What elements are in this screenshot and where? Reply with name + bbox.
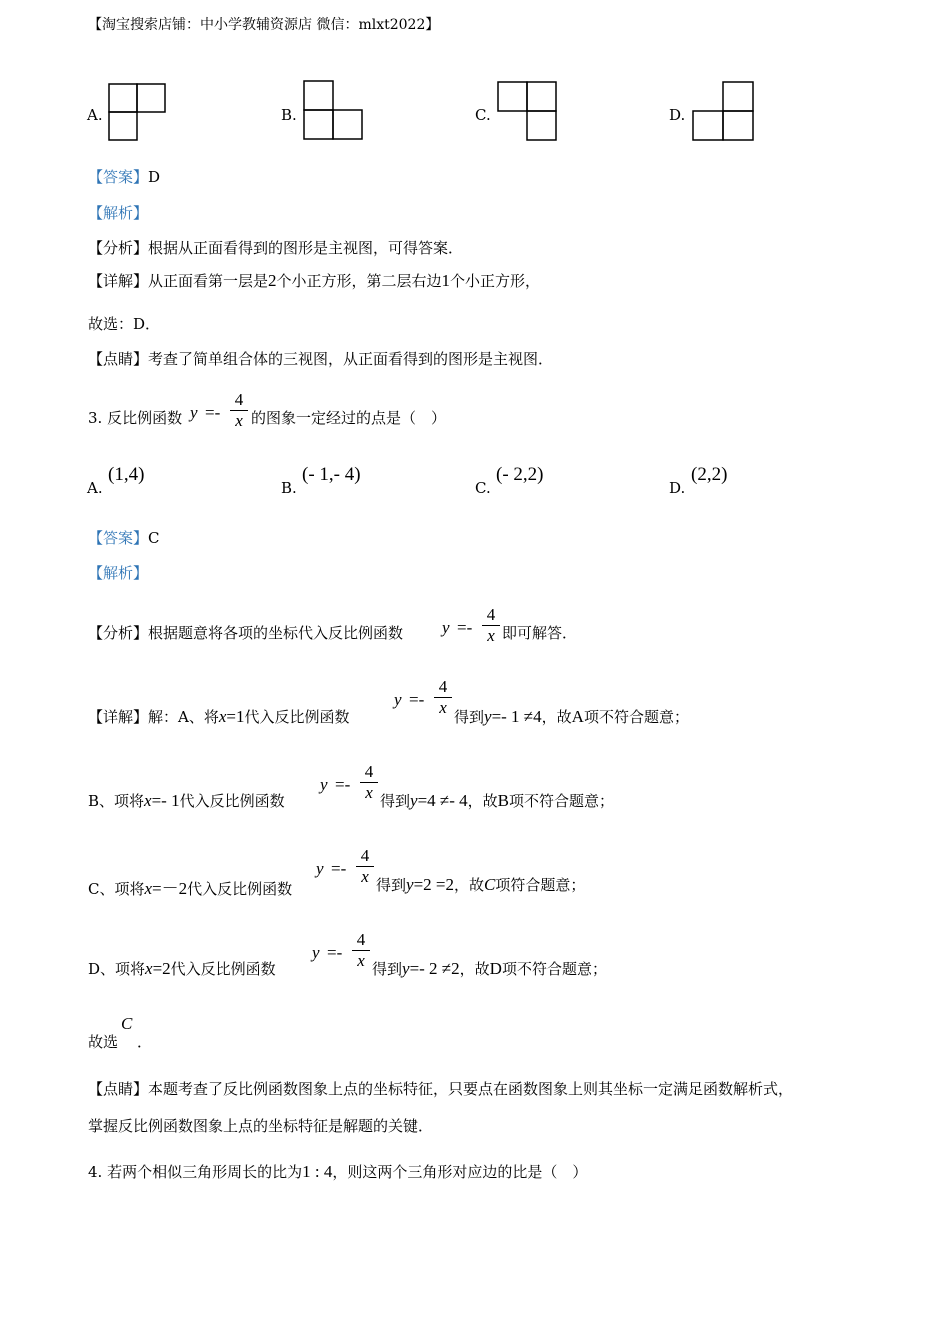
q3-line-c-text-4: ，故 [454,876,485,894]
q2-option-b-label: B. [281,106,297,124]
q3-stem-eq: =- [205,403,221,422]
q3-line-b-result: =4 ≠- 4 [417,791,468,810]
q3-option-a-label: A. [87,479,103,497]
header-watermark: 【淘宝搜索店铺：中小学教辅资源店 微信：mlxt2022】 [88,17,440,33]
q3-line-b-func-eq: =- [335,775,351,794]
q2-option-c-figure [497,81,559,143]
q2-xiangjie-text-2: 个小正方形，第二层右边 [276,272,442,290]
q2-answer-tag: 【答案】 [88,168,149,186]
q3-fenxi-eq: =- [457,618,473,637]
q3-line-a-result: =- 1 ≠4 [491,707,542,726]
q3-stem-suffix: 的图象一定经过的点是（ ） [251,409,447,427]
q3-line-c-text-1: C、项将 [88,880,145,898]
q2-fenxi-text: 根据从正面看得到的图形是主视图，可得答案． [148,239,464,257]
q3-frac-numerator: 4 [234,390,244,409]
q3-line-b-y: y [410,791,418,810]
q2-option-c-label: C. [475,106,491,124]
q3-line-a-text-1: 解：A、将 [148,708,219,726]
q3-line-b-start [88,790,285,811]
q2-option-a-label: A. [87,106,103,124]
q3-fenxi-text-2: 即可解答． [502,624,578,642]
q3-line-a-frac-numerator: 4 [438,677,448,696]
q2-xiangjie-tag: 【详解】 [88,272,149,290]
q3-guxuan-text-1: 故选 [88,1033,119,1051]
q3-line-d-text-1: D、项将 [88,960,146,978]
q3-option-b-value: (- 1,- 4) [302,464,361,485]
q3-line-a-text-4: ，故 [541,708,572,726]
q2-answer-value: D [148,168,161,186]
q3-line-c-value: =－2 [152,879,188,898]
q2-guxuan: 故选：D． [88,315,161,333]
q3-line-a-text-3: 得到 [454,708,485,726]
q3-answer-value: C [148,529,160,547]
q4-stem-text-2: ，则这两个三角形对应边的比是（ ） [332,1163,588,1181]
q3-line-a-x: x [218,707,227,726]
q3-line-a-func-y: y [394,690,402,709]
q3-frac-denominator: x [235,411,243,430]
q2-option-a-figure [108,83,168,143]
q3-line-d-value: =2 [152,959,171,978]
q3-line-c-frac-numerator: 4 [360,846,370,865]
q3-guxuan-text-2: ． [137,1033,153,1051]
q2-xiangjie [88,270,540,291]
q3-answer [88,527,160,548]
q2-option-d-figure [692,81,756,143]
q3-line-c-end [376,874,585,895]
q3-line-d-text-2: 代入反比例函数 [170,960,276,978]
q3-line-c-y: y [406,875,414,894]
q3-line-c-result: =2 =2 [413,875,454,894]
q3-dianjing-text-1: 本题考查了反比例函数图象上点的坐标特征，只要点在函数图象上则其坐标一定满足函数解析式， [148,1080,794,1098]
q3-stem-prefix: 3. 反比例函数 [88,409,183,427]
q3-line-c-x: x [144,879,153,898]
q3-guxuan-option: C [121,1014,133,1033]
q2-dianjing-text: 考查了简单组合体的三视图，从正面看得到的图形是主视图． [148,350,554,368]
q3-dianjing-line-1 [88,1078,793,1099]
q3-line-d-result: =- 2 ≠2 [409,959,460,978]
q3-line-c-func-y: y [316,859,324,878]
q3-stem-fraction [230,390,248,431]
q3-dianjing-tag: 【点睛】 [88,1080,149,1098]
q3-option-a-value: (1,4) [108,464,145,485]
q3-line-c-start [88,874,292,899]
q2-option-b-figure [303,80,365,142]
q2-answer [88,166,160,187]
q3-line-a-y: y [484,707,492,726]
q3-line-c-text-3: 得到 [376,876,407,894]
q2-xiangjie-number-1: 2 [268,271,277,290]
q3-line-d-text-6: 项不符合题意； [501,960,607,978]
q4-ratio: 1 : 4 [302,1162,333,1181]
q3-line-d-frac-denominator: x [357,951,365,970]
q3-line-a-text-2: 代入反比例函数 [244,708,350,726]
q3-line-c-text-2: 代入反比例函数 [187,880,293,898]
q3-answer-tag: 【答案】 [88,529,149,547]
q3-line-d-func-eq: =- [327,943,343,962]
q3-line-b-frac-denominator: x [365,783,373,802]
q3-line-b-x: x [144,791,152,810]
q3-line-c-fraction [356,846,374,887]
q3-fenxi-frac-numerator: 4 [486,605,496,624]
q2-xiangjie-number-2: 1 [441,271,451,290]
q3-fenxi-frac-denominator: x [487,626,495,645]
q3-line-a-func-eq: =- [409,690,425,709]
q3-line-a-start [88,706,350,727]
q3-dianjing-line-2: 掌握反比例函数图象上点的坐标特征是解题的关键． [88,1117,434,1135]
q3-line-d-text-4: ，故 [459,960,490,978]
q2-option-d-label: D. [669,106,686,124]
q2-xiangjie-text-3: 个小正方形， [450,272,541,290]
q4-stem-text-1: 4. 若两个相似三角形周长的比为 [88,1163,303,1181]
q3-line-c-frac-denominator: x [361,867,369,886]
q3-line-d-x: x [145,959,153,978]
q3-line-b-option: B [497,791,510,810]
q2-dianjing [88,348,553,369]
q3-fenxi [88,622,403,643]
q3-line-b-text-2: 代入反比例函数 [179,792,285,810]
q3-line-a-fraction [434,677,452,718]
q3-line-b-text-6: 项不符合题意； [509,792,615,810]
q3-stem-y: y [190,403,198,422]
q3-fenxi-fraction [482,605,500,646]
q2-dianjing-tag: 【点睛】 [88,350,149,368]
q3-option-c-value: (- 2,2) [496,464,544,485]
q3-option-d-label: D. [669,479,686,497]
q3-line-c-option: C [484,875,496,894]
q3-line-a-end [454,706,689,727]
q3-line-b-fraction [360,762,378,803]
q3-line-d-text-3: 得到 [372,960,403,978]
q3-line-b-func-y: y [320,775,328,794]
q3-line-c-text-6: 项符合题意； [495,876,586,894]
q3-line-b-text-3: 得到 [380,792,411,810]
q3-option-d-value: (2,2) [691,464,728,485]
q3-line-b-value: =- 1 [151,791,180,810]
q3-xiangjie-tag: 【详解】 [88,708,149,726]
q3-line-c-func-eq: =- [331,859,347,878]
q3-line-a-frac-denominator: x [439,698,447,717]
q3-option-b-label: B. [281,479,297,497]
q3-line-d-frac-numerator: 4 [356,930,366,949]
q3-line-a-text-6: 项不符合题意； [583,708,689,726]
q3-line-b-text-1: B、项将 [88,792,145,810]
q2-fenxi-tag: 【分析】 [88,239,149,257]
q3-line-b-text-4: ，故 [467,792,498,810]
q3-line-d-start [88,958,276,979]
q3-fenxi-tag: 【分析】 [88,624,149,642]
q3-line-d-option: D [489,959,502,978]
q3-line-b-frac-numerator: 4 [364,762,374,781]
q3-fenxi-text-1: 根据题意将各项的坐标代入反比例函数 [148,624,404,642]
q4-stem [88,1161,587,1182]
q3-analysis-tag: 【解析】 [88,564,149,582]
q3-line-d-end [372,958,607,979]
q2-analysis-tag: 【解析】 [88,204,149,222]
q3-option-c-label: C. [475,479,491,497]
q3-line-a-option: A [571,707,584,726]
q2-fenxi [88,237,463,258]
q3-line-d-fraction [352,930,370,971]
q3-line-a-value: =1 [226,707,245,726]
q3-line-d-y: y [402,959,410,978]
q3-fenxi-y: y [442,618,450,637]
q2-xiangjie-text-1: 从正面看第一层是 [148,272,269,290]
q3-line-b-end [380,790,614,811]
q3-line-d-func-y: y [312,943,320,962]
